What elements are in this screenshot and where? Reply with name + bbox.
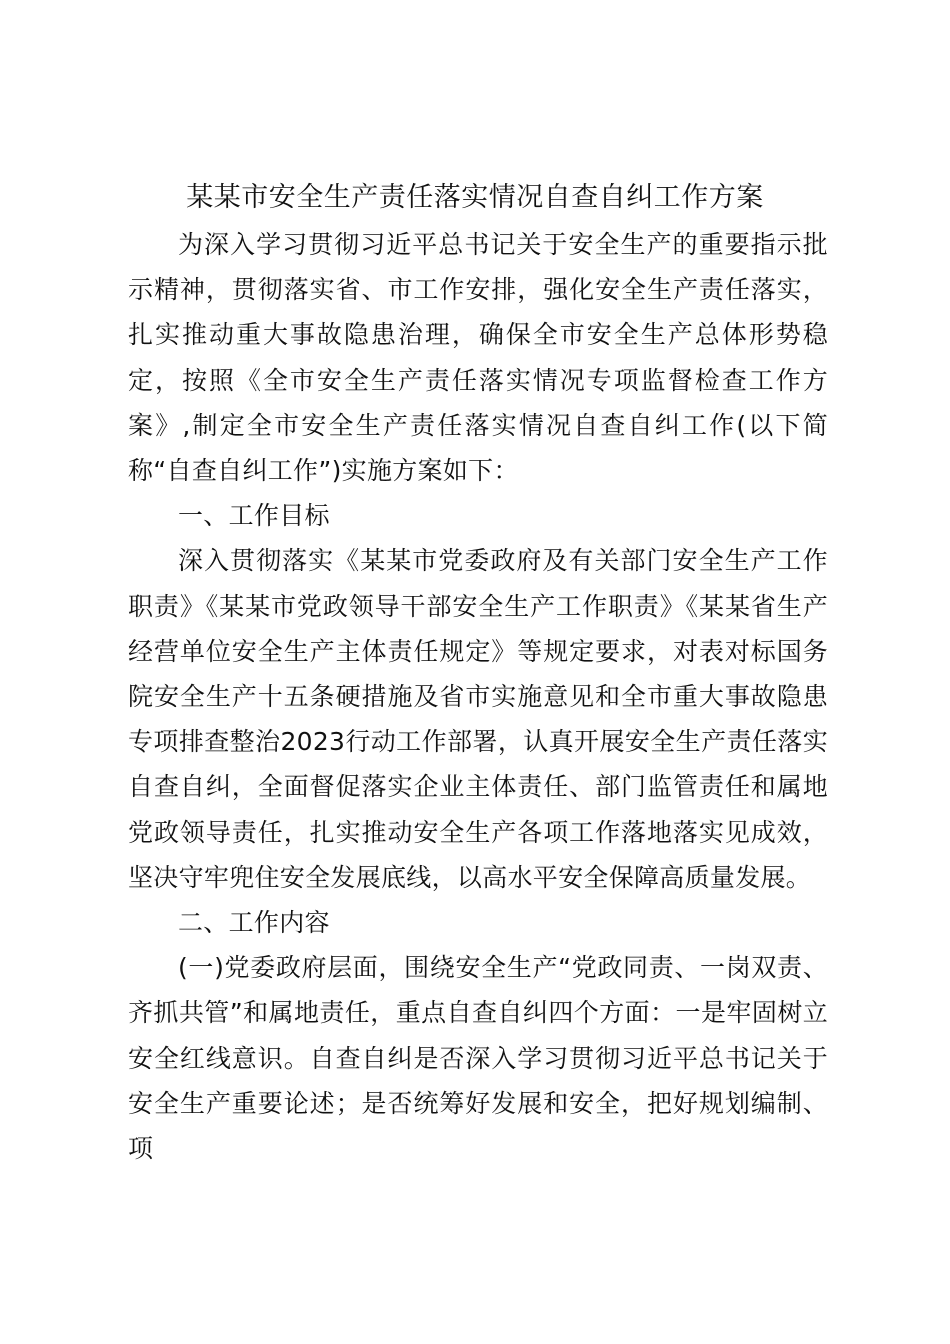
section-content-paragraph: (一)党委政府层面，围绕安全生产“党政同责、一岗双责、齐抓共管”和属地责任，重点自查自纠四个方面：一是牢固树立安全红线意识。自查自纠是否深入学习贯彻习近平总书记关于安全生产重要论述；是否统筹好发展和安全，把好规划编制、项 <box>128 953 828 1164</box>
document-body <box>128 222 828 1171</box>
section-heading-goals: 一、工作目标 <box>178 501 330 531</box>
section-goals-paragraph: 深入贯彻落实《某某市党委政府及有关部门安全生产工作职责》《某某市党政领导干部安全生产工作职责》《某某省生产经营单位安全生产主体责任规定》等规定要求，对表对标国务院安全生产十五条硬措施及省市实施意见和全市重大事故隐患专项排查整治2023行动工作部署，认真开展安全生产责任落实自查自纠，全面督促落实企业主体责任、部门监管责任和属地党政领导责任，扎实推动安全生产各项工作落地落实见成效，坚决守牢兜住安全发展底线，以高水平安全保障高质量发展。 <box>128 546 828 892</box>
section-heading-content: 二、工作内容 <box>178 908 330 938</box>
intro-paragraph: 为深入学习贯彻习近平总书记关于安全生产的重要指示批示精神，贯彻落实省、市工作安排，强化安全生产责任落实，扎实推动重大事故隐患治理，确保全市安全生产总体形势稳定，按照《全市安全生产责任落实情况专项监督检查工作方案》,制定全市安全生产责任落实情况自查自纠工作(以下简称“自查自纠工作”)实施方案如下： <box>128 230 828 486</box>
document-title: 某某市安全生产责任落实情况自查自纠工作方案 <box>186 182 764 213</box>
